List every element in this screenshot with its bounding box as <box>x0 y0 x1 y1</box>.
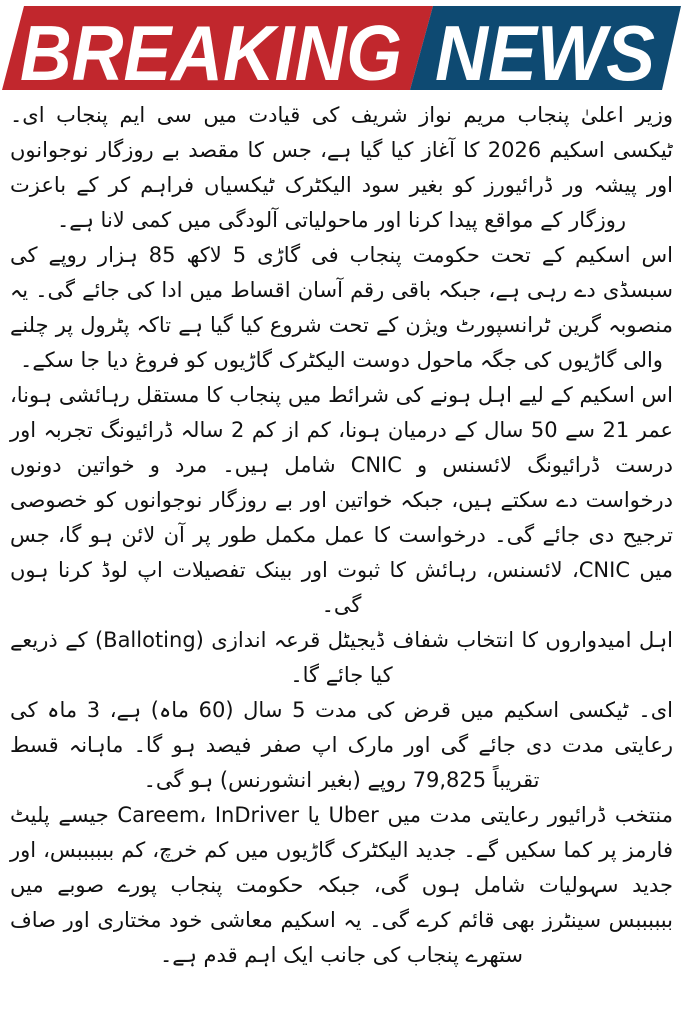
paragraph-subsidy: اس اسکیم کے تحت حکومت پنجاب فی گاڑی 5 لاکھ 85 ہزار روپے کی سبسڈی دے رہی ہے، جبکہ باقی رقم آسان اقساط میں ادا کی جائے گی۔ یہ منصوبہ گرین ٹرانسپورٹ ویژن کے تحت شروع کیا گیا ہے تاکہ پٹرول پر چلنے والی گاڑیوں کی جگہ ماحول دوست الیکٹرک گاڑیوں کو فروغ دیا جا سکے۔ <box>10 243 673 372</box>
banner-word-news: NEWS <box>435 9 655 96</box>
paragraph-benefits: منتخب ڈرائیور رعایتی مدت میں Uber یا Careem، InDriver جیسے پلیٹ فارمز پر کما سکیں گے۔ جدید الیکٹرک گاڑیوں میں کم خرچ، کم ببببببس، اور جدید سہولیات شامل ہوں گی، جبکہ حکومت پنجاب پورے صوبے میں ببببببس سینٹرز بھی قائم کرے گی۔ یہ اسکیم معاشی خود مختاری اور صاف ستھرے پنجاب کی جانب ایک اہم قدم ہے۔ <box>10 803 674 967</box>
breaking-news-graphic <box>0 0 683 96</box>
paragraph-eligibility: اس اسکیم کے لیے اہل ہونے کی شرائط میں پنجاب کا مستقل رہائشی ہونا، عمر 21 سے 50 سال کے درمیان ہونا، کم از کم 2 سالہ ڈرائیونگ تجربہ اور درست ڈرائیونگ لائسنس و CNIC شامل ہیں۔ مرد و خواتین دونوں درخواست دے سکتے ہیں، جبکہ خواتین اور بے روزگار نوجوانوں کو خصوصی ترجیح دی جائے گی۔ درخواست کا عمل مکمل طور پر آن لائن ہو گا، جس میں CNIC، لائسنس، رہائش کا ثبوت اور بینک تفصیلات اپ لوڈ کرنا ہوں گی۔ <box>10 383 674 617</box>
breaking-news-banner <box>0 0 683 96</box>
paragraph-intro: وزیر اعلیٰ پنجاب مریم نواز شریف کی قیادت میں سی ایم پنجاب ای۔ ٹیکسی اسکیم 2026 کا آغاز کیا گیا ہے، جس کا مقصد بے روزگار نوجوانوں اور پیشہ ور ڈرائیورز کو بغیر سود الیکٹرک ٹیکسیاں فراہم کر کے باعزت روزگار کے مواقع پیدا کرنا اور ماحولیاتی آلودگی میں کمی لانا ہے۔ <box>10 103 673 232</box>
article-body <box>10 98 673 973</box>
banner-word-breaking: BREAKING <box>20 9 402 96</box>
paragraph-loan-terms: ای۔ ٹیکسی اسکیم میں قرض کی مدت 5 سال (60 ماہ) ہے، 3 ماہ کی رعایتی مدت دی جائے گی اور مارک اپ صفر فیصد ہو گا۔ ماہانہ قسط تقریباً 79,825 روپے (بغیر انشورنس) ہو گی۔ <box>10 698 673 792</box>
paragraph-balloting: اہل امیدواروں کا انتخاب شفاف ڈیجیٹل قرعہ اندازی (Balloting) کے ذریعے کیا جائے گا۔ <box>10 628 673 687</box>
